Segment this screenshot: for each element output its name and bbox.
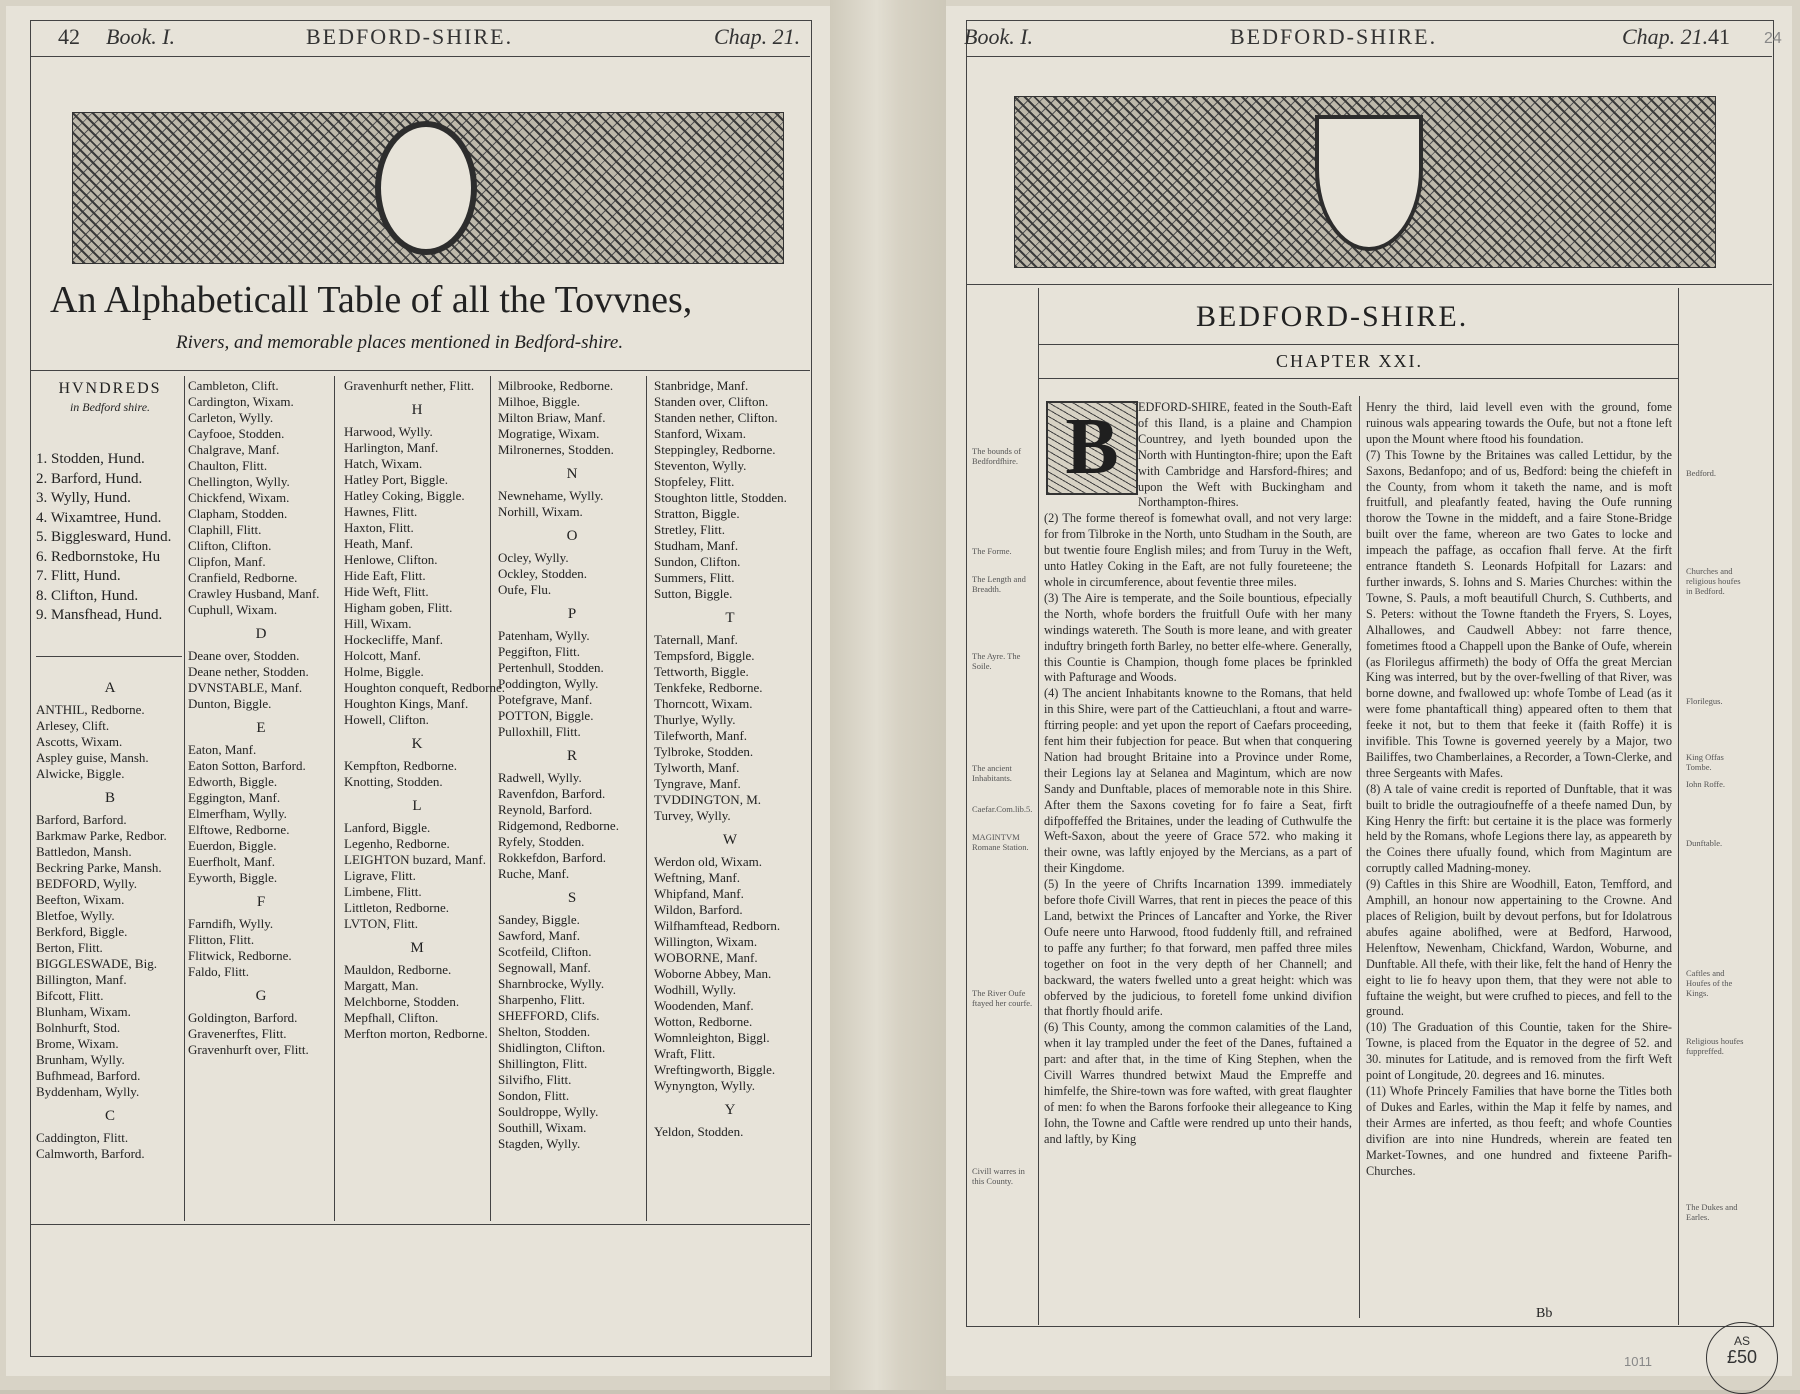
hundred-entry: 5. Bigglesward, Hund.	[36, 529, 172, 545]
index-entry: Deane nether, Stodden.	[188, 664, 309, 679]
right-book-label: Book. I.	[964, 24, 1034, 49]
index-entry: Hockecliffe, Manf.	[344, 632, 444, 647]
right-ornamental-headpiece	[1014, 96, 1716, 268]
hundred-entry: 8. Clifton, Hund.	[36, 587, 139, 604]
index-entry: Farndifh, Wylly.	[188, 916, 274, 931]
index-entry: Mogratige, Wixam.	[498, 426, 600, 441]
pencil-note-1011: 1011	[1624, 1354, 1652, 1369]
index-entry: Melchborne, Stodden.	[344, 994, 460, 1009]
left-book-label: Book. I.	[106, 24, 176, 49]
margin-note: The Forme.	[972, 546, 1012, 556]
index-entry: Cayfooe, Stodden.	[188, 426, 285, 441]
hundreds-subheading: in Bedford shire.	[69, 400, 151, 414]
index-entry: Wotton, Redborne.	[654, 1014, 753, 1029]
index-entry: Tylworth, Manf.	[654, 760, 740, 775]
left-ornamental-headpiece	[72, 112, 784, 264]
index-entry: Kempfton, Redborne.	[344, 758, 458, 773]
hundreds-rule	[36, 656, 182, 657]
left-page	[6, 6, 830, 1376]
left-chapter-label: Chap. 21.	[714, 24, 801, 49]
index-entry: Hatley Coking, Biggle.	[344, 488, 465, 503]
index-entry: Cambleton, Clift.	[188, 378, 279, 393]
binding-gutter	[830, 0, 946, 1390]
index-entry: Hide Eaft, Flitt.	[344, 568, 426, 583]
index-entry: Sutton, Biggle.	[654, 586, 733, 601]
index-entry: Tettworth, Biggle.	[654, 664, 749, 679]
index-entry: Berton, Flitt.	[36, 940, 103, 955]
index-entry: Howell, Clifton.	[344, 712, 429, 727]
body-paragraph: (10) The Graduation of this Countie, taken for the Shire-Towne, is placed from the Equator in the degree of 52. and 30. minutes for Latitude, and is removed from the firft Weft point of Longitude, 20. degrees and 16. minutes.	[1366, 1020, 1672, 1083]
margin-note: King Offas Tombe.	[1686, 752, 1724, 772]
chapter-rule	[1038, 378, 1678, 379]
index-entry: Sharpenho, Flitt.	[498, 992, 586, 1007]
index-entry: Ryfely, Stodden.	[498, 834, 585, 849]
index-entry: Beefton, Wixam.	[36, 892, 125, 907]
index-entry: Turvey, Wylly.	[654, 808, 731, 823]
index-entry: Milronernes, Stodden.	[498, 442, 614, 457]
hundred-entry: 4. Wixamtree, Hund.	[36, 509, 162, 526]
index-entry: Byddenham, Wylly.	[36, 1084, 140, 1099]
index-entry: Hide Weft, Flitt.	[344, 584, 429, 599]
hundred-entry: 3. Wylly, Hund.	[36, 490, 131, 506]
index-entry: Gravenhurft over, Flitt.	[188, 1042, 309, 1057]
index-letter-heading: P	[567, 606, 577, 622]
index-entry: Sandey, Biggle.	[498, 912, 580, 927]
index-letter-heading: L	[412, 798, 422, 814]
index-entry: Barkmaw Parke, Redbor.	[36, 828, 167, 843]
index-entry: Barford, Barford.	[36, 812, 127, 827]
index-entry: Bifcott, Flitt.	[36, 988, 104, 1003]
index-entry: Shidlington, Clifton.	[498, 1040, 606, 1055]
index-entry: Willington, Wixam.	[654, 934, 758, 949]
index-entry: Brunham, Wylly.	[36, 1052, 125, 1067]
index-entry: Sawford, Manf.	[498, 928, 580, 943]
index-entry: Segnowall, Manf.	[498, 960, 591, 975]
index-entry: Stratton, Biggle.	[654, 506, 740, 521]
index-entry: Ligrave, Flitt.	[344, 868, 416, 883]
index-entry: Goldington, Barford.	[188, 1010, 298, 1025]
index-letter-heading: W	[722, 832, 738, 848]
right-running-title: BEDFORD-SHIRE.	[1230, 24, 1438, 49]
headpiece-oval-cartouche	[375, 121, 477, 255]
index-entry: Harwood, Wylly.	[344, 424, 433, 439]
index-entry: Stoughton little, Stodden.	[654, 490, 787, 505]
index-entry: BIGGLESWADE, Big.	[36, 956, 157, 971]
body-paragraph: (2) The forme thereof is fomewhat ovall, and not very large: for from Tilbroke in the North, unto Studham in the South, are but twentie foure English miles; and from Turuy in the Weft, unto Hatley Coking in the Eaft, are not fully foureteene; the whole in circumference, about feventie three miles.	[1044, 511, 1352, 589]
index-entry: Weftning, Manf.	[654, 870, 740, 885]
index-entry: Sundon, Clifton.	[654, 554, 741, 569]
index-entry: Flitton, Flitt.	[188, 932, 255, 947]
index-entry: Berkford, Biggle.	[36, 924, 128, 939]
index-entry: Edworth, Biggle.	[188, 774, 278, 789]
index-letter-heading: F	[256, 894, 266, 910]
index-entry: Ravenfdon, Barford.	[498, 786, 606, 801]
decorated-initial-b: B	[1046, 401, 1138, 495]
body-paragraph: (11) Whofe Princely Families that have borne the Titles both of Dukes and Earles, within the Map it felfe by names, and their Armes are inferted, as thou feeft; and whofe Counties divifion are into nine Hundreds, wherein are feated ten Market-Townes, and one hundred and fixteene Parifh-Churches.	[1366, 1083, 1672, 1178]
index-entry: Norhill, Wixam.	[498, 504, 583, 519]
headpiece-rule	[966, 284, 1772, 285]
body-column-left	[1044, 400, 1352, 1320]
index-entry: Pertenhull, Stodden.	[498, 660, 604, 675]
index-column-1	[36, 672, 184, 1162]
hundred-entry: 1. Stodden, Hund.	[36, 451, 145, 467]
index-entry: Harlington, Manf.	[344, 440, 439, 455]
body-paragraph: Henry the third, laid levell even with the ground, fome ruinous wals appearing towards the Oufe, but not a ftone left upon the Mount where ftood his foundation.	[1366, 400, 1672, 446]
chapter-number: CHAPTER XXI.	[1276, 351, 1424, 371]
index-entry: Thorncott, Wixam.	[654, 696, 753, 711]
index-entry: Knotting, Stodden.	[344, 774, 443, 789]
pencil-note-24: 24	[1764, 30, 1782, 47]
index-entry: Elmerfham, Wylly.	[188, 806, 287, 821]
signature-mark: Bb	[1536, 1306, 1553, 1321]
index-entry: Stopfeley, Flitt.	[654, 474, 735, 489]
index-entry: Studham, Manf.	[654, 538, 739, 553]
index-entry: Hawnes, Flitt.	[344, 504, 418, 519]
left-running-title: BEDFORD-SHIRE.	[306, 24, 514, 49]
index-entry: Houghton Kings, Manf.	[344, 696, 469, 711]
index-entry: BEDFORD, Wylly.	[36, 876, 138, 891]
margin-note: The Length and Breadth.	[972, 574, 1026, 594]
index-entry: Caddington, Flitt.	[36, 1130, 129, 1145]
index-entry: Bletfoe, Wylly.	[36, 908, 115, 923]
index-entry: Crawley Husband, Manf.	[188, 586, 320, 601]
body-paragraph: (8) A tale of vaine credit is reported of Dunftable, that it was built to bridle the outragioufneffe of a theefe named Dun, by King Henry the firft: but certaine it is the place was formerly held by the Romans, whofe Legions there lay, as appeareth by the Coines there ufually found, which from Magintum are corruptly called Madning-money.	[1366, 781, 1672, 876]
table-subtitle: Rivers, and memorable places mentioned in Bedford-shire.	[176, 332, 624, 353]
index-letter-heading: M	[410, 940, 424, 956]
index-entry: Mauldon, Redborne.	[344, 962, 452, 977]
table-bottom-rule	[30, 1224, 810, 1225]
index-entry: Souldroppe, Wylly.	[498, 1104, 599, 1119]
margin-note: The Dukes and Earles.	[1686, 1202, 1738, 1222]
index-entry: Ockley, Stodden.	[498, 566, 588, 581]
index-entry: Rokkefdon, Barford.	[498, 850, 606, 865]
index-entry: Shillington, Flitt.	[498, 1056, 588, 1071]
index-entry: Ruche, Manf.	[498, 866, 570, 881]
index-entry: Whipfand, Manf.	[654, 886, 744, 901]
column-rule-4	[646, 376, 647, 1221]
index-entry: Wilfhamftead, Redborn.	[654, 918, 781, 933]
index-entry: Beckring Parke, Mansh.	[36, 860, 162, 875]
right-margin-rule	[1678, 288, 1679, 1325]
index-entry: Cranfield, Redborne.	[188, 570, 298, 585]
index-letter-heading: Y	[724, 1102, 736, 1118]
table-title: An Alphabeticall Table of all the Tovvnes,	[50, 279, 693, 321]
index-entry: Lanford, Biggle.	[344, 820, 431, 835]
body-paragraph: (7) This Towne by the Britaines was called Lettidur, by the Saxons, Bedanfopo; and of us, Bedford: being the chiefeft in the County, from whom it taketh the name, and is moft fruitfull, and pleafantly feated, having the Oufe running thorow the Towne in the middeft, and a faire Stone-Bridge built over the fame, whereon are two Gates to locke and impeach the paffage, as occafion fhall ferve. At the firft entrance ftandeth S. Leonards Hofpitall for Lazars: and further inwards, S. Iohns and S. Maries Churches: within the Towne, S. Pauls, a moft beautifull Church, S. Cuthberts, and S. Peters: without the Towne ftandeth the Fryers, S. Loyes, Alhallowes, and Caudwell Abbey: not farre thence, fometimes ftood a Chappell upon the Banke of Oufe, wherein (as Florilegus affirmeth) the body of Offa the great Mercian King was interred, but by the over-fwelling of that River, was borne downe, and fwallowed up: whofe Tombe of Lead (as it were fome phantafticall thing) appeared often to them that feeke it not, but to them that feeke it (faith Roffe) it is invifible. This Towne is governed yeerely by a Major, two Bailiffes, two Chamberlaines, a Recorder, a Town-Clerke, and three Sergeants with Mafes.	[1366, 447, 1672, 780]
index-entry: Scotfeild, Clifton.	[498, 944, 592, 959]
index-entry: Eaton, Manf.	[188, 742, 257, 757]
margin-note: Religious houfes fuppreffed.	[1686, 1036, 1744, 1056]
index-column-5	[654, 378, 806, 1140]
body-paragraph: (6) This County, among the common calamities of the Land, when it lay trampled under the feet of the Danes, fuftained a part: and after that, in the time of King Stephen, when the Civill Warres thundred betwixt Maud the Empreffe and himfelfe, the Shire-town was fore wafted, with great flaughter of men: fo when the Barons forfooke their allegeance to King Iohn, the Towne and Caftle were rendred up unto their hands, and laftly, by King	[1044, 1020, 1352, 1146]
index-entry: Euerfholt, Manf.	[188, 854, 276, 869]
left-margin-rule	[1038, 288, 1039, 1325]
index-entry: Bufhmead, Barford.	[36, 1068, 141, 1083]
index-entry: Houghton conqueft, Redborne.	[344, 680, 506, 695]
index-letter-heading: C	[104, 1108, 115, 1124]
index-entry: Woodenden, Manf.	[654, 998, 754, 1013]
index-letter-heading: K	[411, 736, 423, 752]
margin-note: The bounds of Bedfordfhire.	[972, 446, 1022, 466]
index-entry: Billington, Manf.	[36, 972, 127, 987]
stamp-top-text: AS	[1733, 1334, 1750, 1348]
index-entry: Chickfend, Wixam.	[188, 490, 290, 505]
index-entry: Henlowe, Clifton.	[344, 552, 438, 567]
body-column-right	[1366, 400, 1672, 1320]
index-entry: Milhoe, Biggle.	[498, 394, 580, 409]
index-entry: Hatley Port, Biggle.	[344, 472, 448, 487]
index-entry: Haxton, Flitt.	[344, 520, 414, 535]
index-entry: Wodhill, Wylly.	[654, 982, 736, 997]
index-letter-heading: R	[566, 748, 577, 764]
index-entry: TVDDINGTON, M.	[654, 792, 762, 807]
index-entry: ANTHIL, Redborne.	[36, 702, 145, 717]
body-paragraph: (4) The ancient Inhabitants knowne to the Romans, that held in this Shire, were part of the Cattieuchlani, a ftout and warre-ftirring people: and yet upon the report of Caefars proceeding, fent him their fubjection for peace. But when that conquering Nation had brought Britaine into a Province under Rome, their Legions lay at Selanea and Magintum, which are now Sandy and Dunftable, places of memorable note in this Shire. After them the Saxons coveting for fo faire a Seat, firft difpoffeffed the Britaines, under the leading of Cuthwulfe the Weft-Saxon, about the yeere of Grace 572. who making it their owne, was laftly enjoyed by the Mercians, as a part of their Kingdome.	[1044, 686, 1352, 876]
index-entry: Clipfon, Manf.	[188, 554, 266, 569]
index-entry: Pulloxhill, Flitt.	[498, 724, 581, 739]
index-entry: Chellington, Wylly.	[188, 474, 290, 489]
index-entry: Wynyngton, Wylly.	[654, 1078, 755, 1093]
index-entry: LEIGHTON buzard, Manf.	[344, 852, 486, 867]
left-page-number: 42	[58, 24, 80, 49]
index-entry: Littleton, Redborne.	[344, 900, 450, 915]
index-entry: Clapham, Stodden.	[188, 506, 288, 521]
right-page-number: 41	[1708, 24, 1730, 49]
index-entry: Radwell, Wylly.	[498, 770, 582, 785]
index-letter-heading: T	[725, 610, 735, 626]
index-letter-heading: D	[255, 626, 267, 642]
margin-note: The Ayre. The Soile.	[972, 651, 1021, 671]
table-top-rule	[30, 370, 810, 371]
index-entry: Summers, Flitt.	[654, 570, 735, 585]
index-entry: SHEFFORD, Clifs.	[498, 1008, 600, 1023]
index-entry: Standen nether, Clifton.	[654, 410, 778, 425]
body-paragraph: (5) In the yeere of Chrifts Incarnation 1399. immediately before thofe Civill Warres, that rent in pieces the peace of this Land, betwixt the Princes of Lancafter and Yorke, the River Oufe neere unto Harwood, ftood fuddenly ftill, and refrained to paffe any further; fo that forward, men paffed three miles together on foot in the very depth of her Channell; and backward, the waters fwelled unto a great height: which was obferved by the judicious, to foretell fome unkind divifion that fhortly fhould arife.	[1044, 877, 1352, 1019]
body-paragraph: (3) The Aire is temperate, and the Soile bountious, efpecially the North, whofe borders the fruitfull Oufe with her many windings watereth. The South is more leane, and with greater induftry bringeth forth Barley, no better elfe-where. Generally, this Countie is Champion, though fome places be fprinkled with Pafturage and Woods.	[1044, 590, 1352, 685]
index-entry: Ascotts, Wixam.	[36, 734, 123, 749]
margin-note: MAGINTVM Romane Station.	[972, 832, 1029, 852]
index-entry: LVTON, Flitt.	[344, 916, 419, 931]
index-entry: Stanford, Wixam.	[654, 426, 747, 441]
index-entry: Chalgrave, Manf.	[188, 442, 280, 457]
index-entry: Eyworth, Biggle.	[188, 870, 278, 885]
hundred-entry: 6. Redbornstoke, Hu	[36, 548, 161, 565]
index-entry: Margatt, Man.	[344, 978, 419, 993]
right-page	[946, 6, 1792, 1376]
hundreds-list	[36, 450, 184, 626]
headpiece-shield	[1315, 115, 1423, 251]
chapter-heading: BEDFORD-SHIRE.	[1196, 300, 1469, 333]
index-entry: Higham goben, Flitt.	[344, 600, 453, 615]
index-entry: Ridgemond, Redborne.	[498, 818, 619, 833]
index-column-2	[188, 378, 334, 1058]
index-entry: Eggington, Manf.	[188, 790, 281, 805]
index-entry: Deane over, Stodden.	[188, 648, 300, 663]
column-rule-1	[184, 376, 185, 1221]
index-entry: Legenho, Redborne.	[344, 836, 450, 851]
index-entry: Cuphull, Wixam.	[188, 602, 278, 617]
index-entry: Alwicke, Biggle.	[36, 766, 125, 781]
index-entry: Oufe, Flu.	[498, 582, 552, 597]
margin-note: Bedford.	[1686, 468, 1716, 478]
column-rule-2	[334, 376, 335, 1221]
index-entry: Holme, Biggle.	[344, 664, 424, 679]
index-entry: Silvifho, Flitt.	[498, 1072, 572, 1087]
stamp-bottom-text: £50	[1726, 1347, 1758, 1367]
index-letter-heading: H	[411, 402, 423, 418]
index-entry: Werdon old, Wixam.	[654, 854, 762, 869]
index-entry: Sharnbrocke, Wylly.	[498, 976, 605, 991]
index-letter-heading: S	[567, 890, 577, 906]
index-letter-heading: O	[566, 528, 578, 544]
index-entry: Tilefworth, Manf.	[654, 728, 748, 743]
index-entry: Hill, Wixam.	[344, 616, 412, 631]
index-entry: Chaulton, Flitt.	[188, 458, 268, 473]
index-entry: Hatch, Wixam.	[344, 456, 423, 471]
hundreds-heading-text: HVNDREDS	[58, 380, 162, 397]
margin-note: Iohn Roffe.	[1686, 779, 1726, 789]
index-entry: Ocley, Wylly.	[498, 550, 569, 565]
index-letter-heading: B	[104, 790, 115, 806]
index-entry: POTTON, Biggle.	[498, 708, 594, 723]
index-entry: Cardington, Wixam.	[188, 394, 294, 409]
hundred-entry: 2. Barford, Hund.	[36, 470, 143, 487]
index-entry: Brome, Wixam.	[36, 1036, 119, 1051]
right-head-rule	[966, 56, 1772, 57]
collector-stamp	[1706, 1322, 1778, 1394]
hundred-entry: 9. Mansfhead, Hund.	[36, 607, 163, 623]
index-entry: Tenkfeke, Redborne.	[654, 680, 763, 695]
index-entry: Blunham, Wixam.	[36, 1004, 131, 1019]
index-entry: DVNSTABLE, Manf.	[188, 680, 303, 695]
right-chapter-label: Chap. 21.	[1622, 24, 1709, 49]
body-paragraph: (9) Caftles in this Shire are Woodhill, Eaton, Temfford, and Amphill, an honour now appertaining to the Crowne. And places of Religion, built by devout perfons, but for Idolatrous abufes againe abolifhed, were at Bedford, Harwood, Helenftow, Newenham, Chickfand, Wardon, Woburne, and Dunftable. All thefe, with their like, felt the hand of Henry the eight to lie fo heavy upon them, that they were not able to fuftaine the weight, but were crufhed to pieces, and fell to the ground.	[1366, 877, 1672, 1019]
index-entry: Poddington, Wylly.	[498, 676, 599, 691]
margin-note: Caefar.Com.lib.5.	[972, 804, 1033, 814]
index-entry: Carleton, Wylly.	[188, 410, 274, 425]
index-entry: Potefgrave, Manf.	[498, 692, 593, 707]
margin-note: Dunftable.	[1686, 838, 1723, 848]
margin-note: Civill warres in this County.	[972, 1166, 1025, 1186]
index-entry: Flitwick, Redborne.	[188, 948, 292, 963]
index-letter-heading: G	[255, 988, 267, 1004]
index-entry: Euerdon, Biggle.	[188, 838, 277, 853]
index-column-3	[344, 378, 506, 1042]
index-entry: Patenham, Wylly.	[498, 628, 590, 643]
index-entry: Limbene, Flitt.	[344, 884, 422, 899]
margin-note: Caftles and Houfes of the Kings.	[1686, 968, 1733, 998]
index-letter-heading: E	[256, 720, 266, 736]
index-entry: Calmworth, Barford.	[36, 1146, 145, 1161]
index-entry: Shelton, Stodden.	[498, 1024, 591, 1039]
index-entry: Bolnhurft, Stod.	[36, 1020, 121, 1035]
index-entry: Gravenerftes, Flitt.	[188, 1026, 287, 1041]
index-entry: Milton Briaw, Manf.	[498, 410, 606, 425]
hundreds-heading	[40, 380, 180, 416]
index-entry: Steppingley, Redborne.	[654, 442, 776, 457]
margin-note: Florilegus.	[1686, 696, 1723, 706]
index-entry: WOBORNE, Manf.	[654, 950, 758, 965]
index-entry: Womnleighton, Biggl.	[654, 1030, 770, 1045]
index-entry: Stanbridge, Manf.	[654, 378, 749, 393]
index-entry: Battledon, Mansh.	[36, 844, 132, 859]
margin-note: The River Oufe ftayed her courfe.	[972, 988, 1033, 1008]
index-entry: Milbrooke, Redborne.	[498, 378, 614, 393]
index-entry: Wreftingworth, Biggle.	[654, 1062, 776, 1077]
margin-note: Churches and religious houfes in Bedford.	[1686, 566, 1741, 596]
index-entry: Reynold, Barford.	[498, 802, 593, 817]
index-entry: Elftowe, Redborne.	[188, 822, 290, 837]
index-entry: Heath, Manf.	[344, 536, 413, 551]
index-entry: Arlesey, Clift.	[36, 718, 110, 733]
index-entry: Eaton Sotton, Barford.	[188, 758, 306, 773]
margin-note: The ancient Inhabitants.	[972, 763, 1012, 783]
index-letter-heading: A	[104, 680, 116, 696]
index-entry: Clifton, Clifton.	[188, 538, 272, 553]
index-entry: Steventon, Wylly.	[654, 458, 747, 473]
index-entry: Sondon, Flitt.	[498, 1088, 570, 1103]
index-entry: Holcott, Manf.	[344, 648, 421, 663]
index-entry: Merfton morton, Redborne.	[344, 1026, 488, 1041]
body-paragraph: EDFORD-SHIRE, feated in the South-Eaft of this Iland, is a plaine and Champion Countrey, and lyeth bounded upon the North with Huntington-fhire; upon the Eaft with Cambridge and Harsford-fhires; and upon the Weft with Buckingham and Northampton-fhires.	[1138, 400, 1352, 510]
index-entry: Aspley guise, Mansh.	[36, 750, 149, 765]
index-entry: Wraft, Flitt.	[654, 1046, 716, 1061]
index-entry: Newnehame, Wylly.	[498, 488, 604, 503]
index-entry: Claphill, Flitt.	[188, 522, 262, 537]
index-entry: Southill, Wixam.	[498, 1120, 587, 1135]
index-entry: Stretley, Flitt.	[654, 522, 726, 537]
index-column-4	[498, 378, 646, 1152]
index-entry: Faldo, Flitt.	[188, 964, 250, 979]
index-entry: Dunton, Biggle.	[188, 696, 272, 711]
index-entry: Woborne Abbey, Man.	[654, 966, 772, 981]
heading-rule	[1038, 344, 1678, 345]
index-entry: Tylbroke, Stodden.	[654, 744, 754, 759]
hundred-entry: 7. Flitt, Hund.	[36, 568, 121, 584]
index-entry: Taternall, Manf.	[654, 632, 738, 647]
left-head-rule	[30, 56, 810, 57]
column-rule-3	[490, 376, 491, 1221]
dropcap-spacer	[1044, 400, 1138, 496]
index-entry: Tyngrave, Manf.	[654, 776, 741, 791]
index-entry: Stagden, Wylly.	[498, 1136, 581, 1151]
index-entry: Standen over, Clifton.	[654, 394, 769, 409]
index-entry: Mepfhall, Clifton.	[344, 1010, 439, 1025]
index-entry: Peggifton, Flitt.	[498, 644, 580, 659]
index-entry: Thurlye, Wylly.	[654, 712, 736, 727]
text-column-rule	[1359, 396, 1360, 1318]
index-entry: Gravenhurft nether, Flitt.	[344, 378, 475, 393]
index-entry: Yeldon, Stodden.	[654, 1124, 744, 1139]
index-entry: Wildon, Barford.	[654, 902, 743, 917]
index-letter-heading: N	[566, 466, 578, 482]
index-entry: Tempsford, Biggle.	[654, 648, 755, 663]
